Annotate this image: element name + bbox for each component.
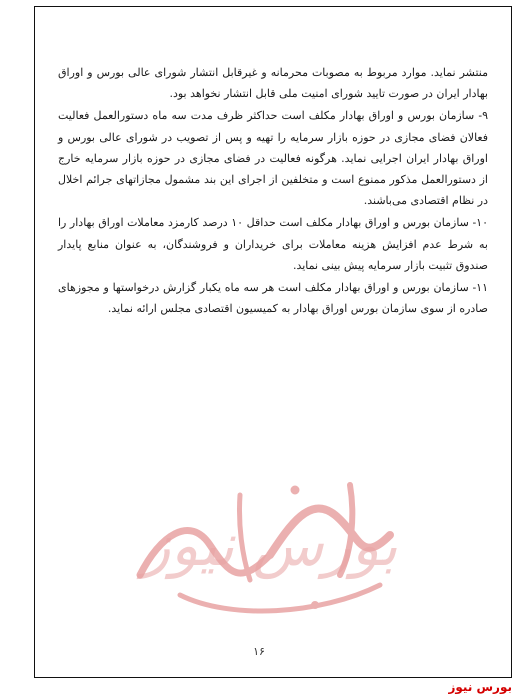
watermark-logo (120, 455, 420, 635)
document-body (58, 62, 488, 319)
watermark-text: بورس نیوز (142, 511, 398, 579)
brand-label: بورس نیوز (448, 680, 512, 694)
paragraph-2: ۹- سازمان بورس و اوراق بهادار مکلف است حداکثر ظرف مدت سه ماه دستورالعمل فعالیت فعالان فضای مجازی در حوزه بازار سرمایه را تهیه و پس از تصویب در شورای عالی بورس و اوراق بهادار ایران اجرایی نماید. هرگونه فعالیت در فضای مجازی در حوزه بازار سرمایه خارج از دستورالعمل مذکور ممنوع است و متخلفین از اجرای این بند مشمول مجازاتهای جرائم اخلال در نظام اقتصادی می‌باشند. (58, 109, 488, 208)
page-number: ۱۶ (253, 645, 265, 658)
paragraph-3: ۱۰- سازمان بورس و اوراق بهادار مکلف است حداقل ۱۰ درصد کارمزد معاملات اوراق بهادار را به شرط عدم افزایش هزینه معاملات برای خریداران و فروشندگان، به عنوان منابع پایدار صندوق تثبیت بازار سرمایه پیش بینی نماید. (58, 216, 488, 272)
paragraph-1: منتشر نماید. موارد مربوط به مصوبات محرمانه و غیرقابل انتشار شورای عالی بورس و اوراق بهادار ایران در صورت تایید شورای امنیت ملی قابل انتشار نخواهد بود. (58, 66, 488, 101)
paragraph-4: ۱۱- سازمان بورس و اوراق بهادار مکلف است هر سه ماه یکبار گزارش درخواستها و مجوزهای صادره از سوی سازمان بورس اوراق بهادار به کمیسیون اقتصادی مجلس ارائه نماید. (58, 281, 488, 316)
